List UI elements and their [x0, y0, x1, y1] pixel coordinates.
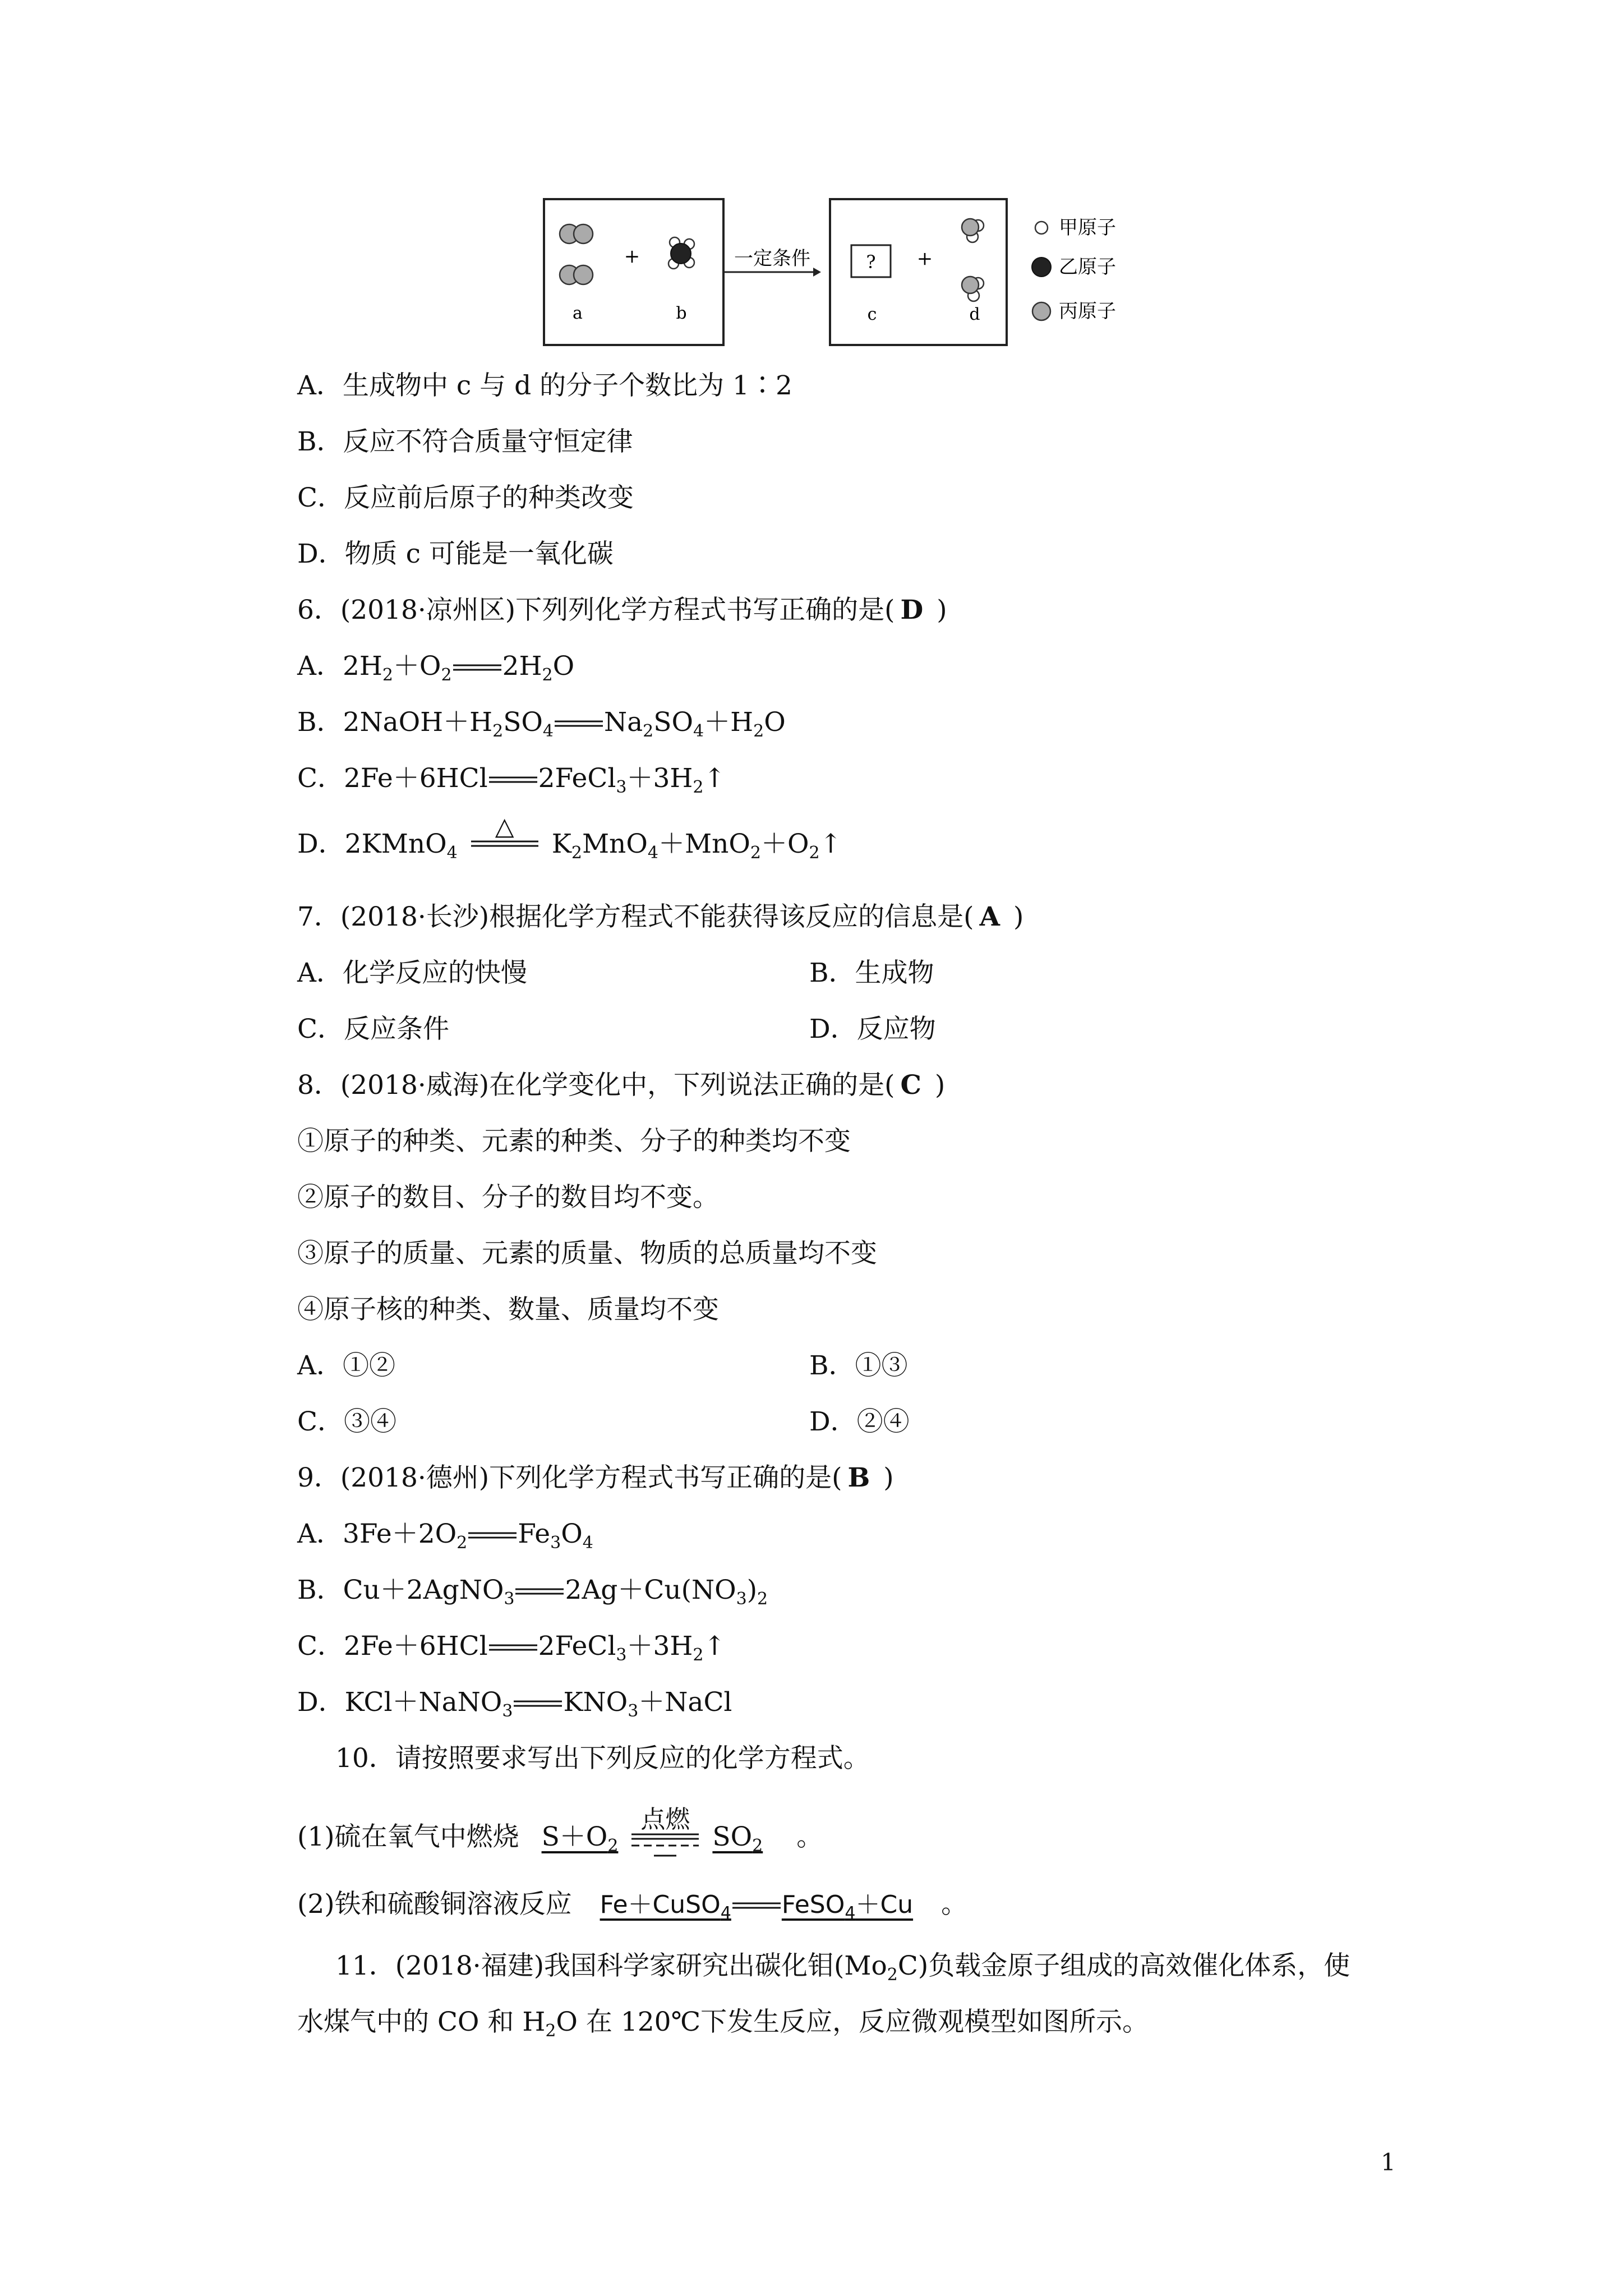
q9-option-b: B．Cu＋2AgNO$_3$ $2Ag+Cu(NO_3)_2$: [297, 1575, 768, 1609]
label-c: c: [867, 305, 877, 324]
q10-answer-1-right: $SO_2$: [712, 1821, 763, 1856]
legend-bing: 丙原子: [1059, 300, 1116, 323]
q8-option-c: C．③④: [297, 1406, 396, 1437]
q6-option-c: C．2Fe＋6HCl $2FeCl_3+3H_2↑$: [297, 763, 726, 797]
q11-line-2: 水煤气中的 CO 和 $H_2O$ 在 120℃下发生反应，反应微观模型如图所示。: [297, 2007, 1149, 2041]
q6-option-a: A．$2H_2+O_2$ $2H_2O$: [297, 651, 575, 685]
q7-option-c: C．反应条件: [297, 1014, 449, 1045]
legend: [1032, 217, 1116, 323]
q11-line-1: 11．(2018·福建)我国科学家研究出碳化钼$(Mo_2C)$负载金原子组成的高效催化体系，使: [335, 1950, 1350, 1985]
equals-sign: [488, 1644, 538, 1651]
equals-sign: [488, 776, 538, 784]
q10-stem: 10．请按照要求写出下列反应的化学方程式。: [335, 1743, 870, 1774]
equals-sign: [467, 1531, 518, 1539]
q10-part-1: (1)硫在氧气中燃烧 $S+O_2$ 点燃 $SO_2$ 。: [297, 1805, 823, 1856]
q8-statement-4: ④原子核的种类、数量、质量均不变: [297, 1294, 719, 1325]
q9-option-a: A．$3Fe+2O_2$ $Fe_3O_4$: [297, 1519, 593, 1553]
q8-option-a: A．①②: [297, 1350, 395, 1381]
q6-answer: D: [900, 595, 924, 625]
q8-option-b: B．①③: [809, 1350, 908, 1381]
q8-stem: 8．(2018·威海)在化学变化中，下列说法正确的是( C ): [297, 1070, 946, 1101]
arrow-label: 一定条件: [734, 247, 810, 270]
q5-option-a: A．生成物中 c 与 d 的分子个数比为 1∶2: [297, 370, 792, 401]
label-d: d: [969, 305, 980, 324]
equals-sign: [731, 1902, 782, 1910]
q7-option-b: B．生成物: [809, 958, 934, 988]
equals-sign: [513, 1700, 563, 1708]
q8-answer: C: [900, 1070, 921, 1101]
q7-answer: A: [979, 901, 1000, 932]
page-number: 1: [1381, 2148, 1396, 2176]
q5-option-c: C．反应前后原子的种类改变: [297, 482, 634, 513]
equals-sign: [452, 664, 502, 671]
q7-option-a: A．化学反应的快慢: [297, 958, 527, 988]
q10-part-2: (2)铁和硫酸铜溶液反应 Fe＋CuSO$_4$ FeSO$_4$＋Cu 。: [297, 1889, 968, 1923]
q8-statement-2: ②原子的数目、分子的数目均不变。: [297, 1182, 719, 1213]
q5-option-d: D．物质 c 可能是一氧化碳: [297, 539, 614, 569]
ignite-condition: 点燃: [640, 1805, 690, 1834]
molecule-a-bottom: [560, 265, 593, 284]
q7-stem: 7．(2018·长沙)根据化学方程式不能获得该反应的信息是( A ): [297, 901, 1024, 932]
q9-answer: B: [847, 1462, 870, 1493]
q6-option-d: D．2KMnO$_4$ △ $K_2MnO_4+MnO_2+O_2↑$: [297, 812, 842, 863]
molecule-a-top: [560, 224, 593, 243]
q9-option-c: C．2Fe＋6HCl $2FeCl_3+3H_2↑$: [297, 1631, 726, 1665]
q10-answer-2: Fe＋CuSO$_4$ FeSO$_4$＋Cu: [600, 1890, 914, 1923]
q8-option-d: D．②④: [809, 1406, 910, 1437]
molecule-d-bottom: [962, 277, 984, 301]
q9-option-d: D．KCl＋NaNO$_3$ $KNO_3+NaCl$: [297, 1687, 732, 1721]
reaction-diagram: [538, 196, 1166, 353]
legend-jia: 甲原子: [1059, 217, 1116, 239]
q8-statement-3: ③原子的质量、元素的质量、物质的总质量均不变: [297, 1238, 877, 1269]
q9-stem: 9．(2018·德州)下列化学方程式书写正确的是( B ): [297, 1462, 894, 1493]
equals-sign: [514, 1588, 565, 1595]
q10-answer-1-left: $S+O_2$: [541, 1821, 619, 1856]
label-b: b: [676, 303, 687, 323]
molecule-d-top: [962, 219, 984, 242]
legend-yi: 乙原子: [1059, 256, 1116, 278]
label-a: a: [573, 303, 583, 323]
plus-right: +: [916, 247, 933, 270]
q6-option-b: B．$2NaOH+H_2SO_4$ $Na_2SO_4+H_2O$: [297, 707, 786, 741]
heat-condition: △: [495, 812, 514, 841]
q8-statement-1: ①原子的种类、元素的种类、分子的种类均不变: [297, 1126, 851, 1157]
equals-sign: [554, 720, 604, 728]
unknown-mark: ?: [866, 251, 876, 273]
molecule-b: [668, 237, 694, 269]
q5-option-b: B．反应不符合质量守恒定律: [297, 426, 633, 457]
q6-stem: 6．(2018·凉州区)下列列化学方程式书写正确的是( D ): [297, 595, 947, 625]
q7-option-d: D．反应物: [809, 1014, 936, 1045]
plus-left: +: [624, 245, 640, 268]
